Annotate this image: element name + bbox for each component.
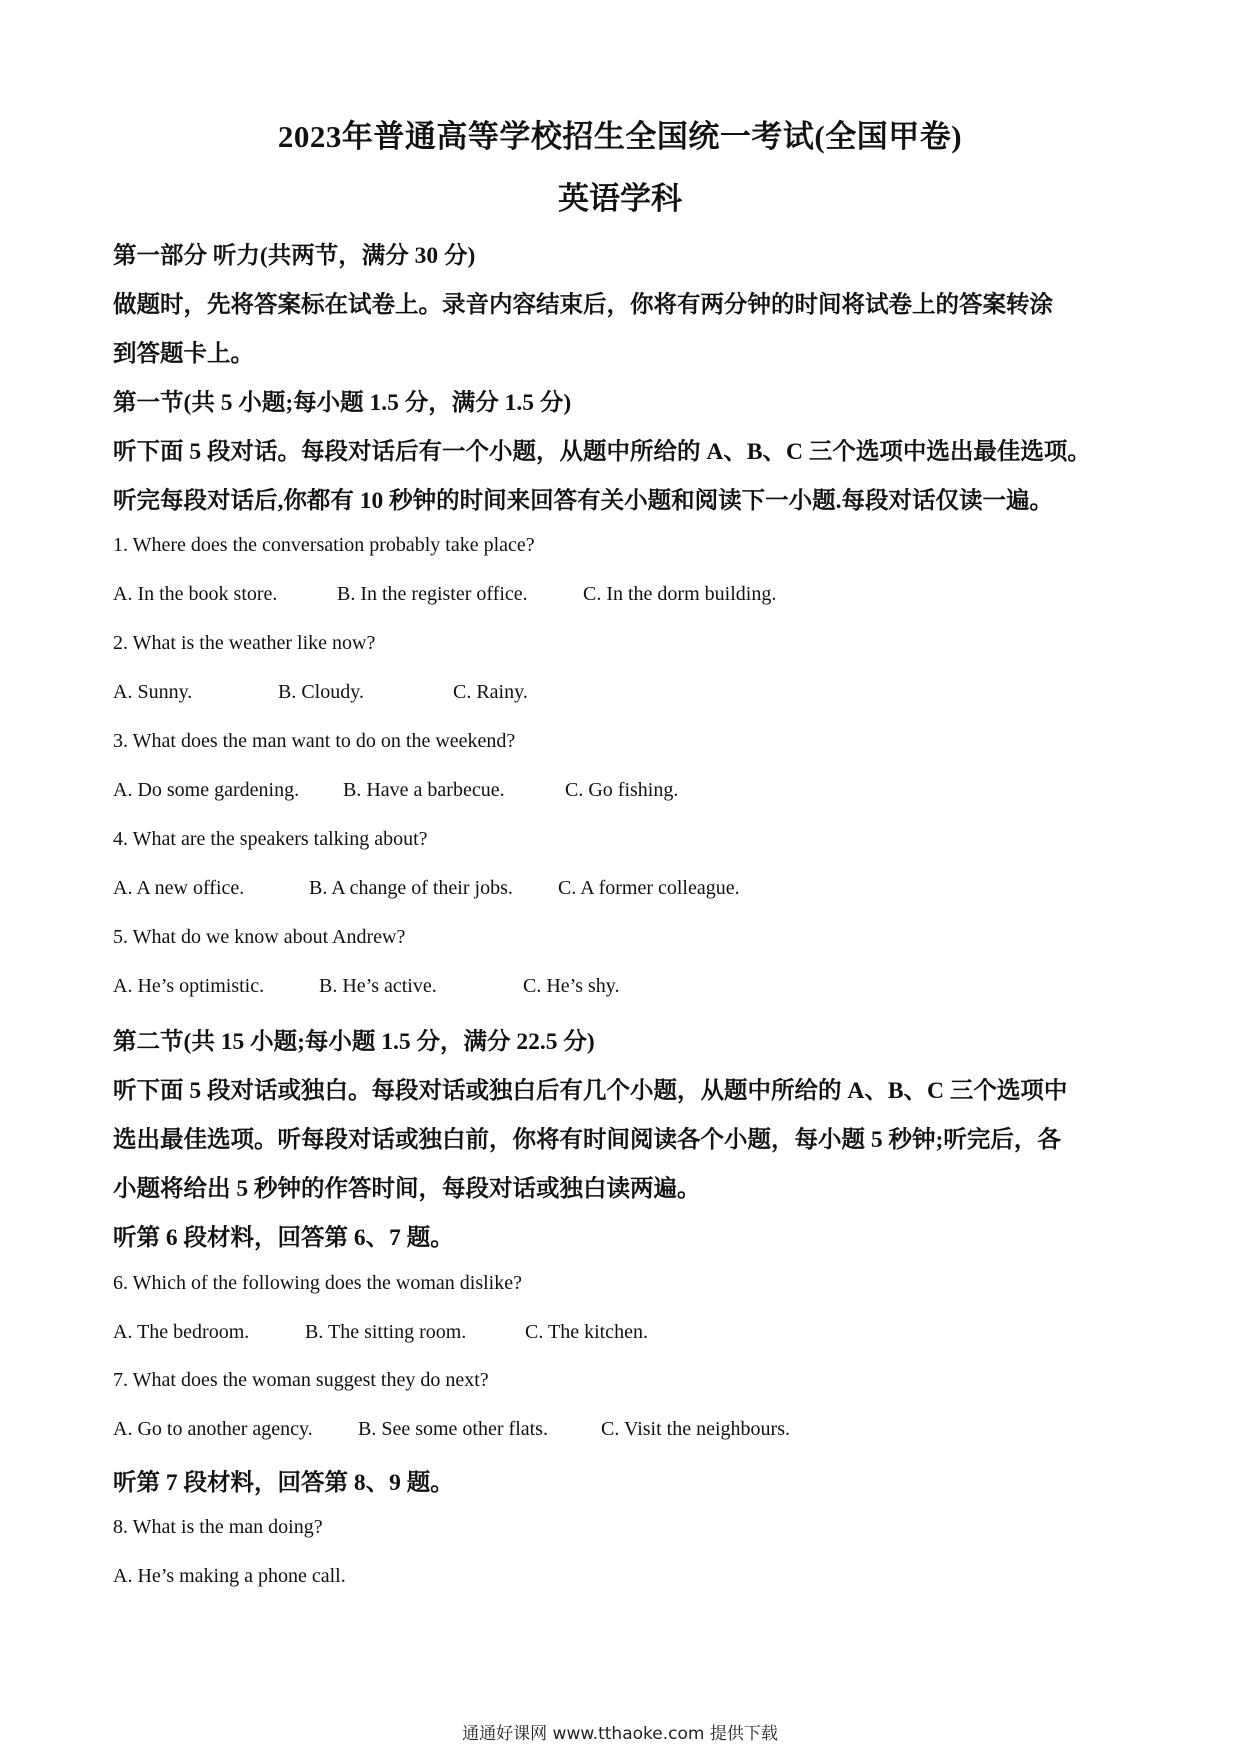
option-b: B. The sitting room.	[305, 1321, 467, 1343]
section2-instruction-line: 听下面 5 段对话或独白。每段对话或独白后有几个小题，从题中所给的 A、B、C 三个选项中	[113, 1078, 1068, 1104]
question-text: 1. Where does the conversation probably take place?	[113, 534, 535, 556]
option-a: A. He’s optimistic.	[113, 975, 265, 997]
option-b: B. A change of their jobs.	[309, 877, 513, 899]
option-c: C. He’s shy.	[523, 975, 620, 997]
material-heading: 听第 6 段材料，回答第 6、7 题。	[113, 1225, 454, 1251]
section2-heading: 第二节(共 15 小题;每小题 1.5 分，满分 22.5 分)	[113, 1029, 595, 1055]
part1-heading: 第一部分 听力(共两节，满分 30 分)	[113, 243, 476, 269]
option-c: C. In the dorm building.	[583, 583, 777, 605]
section1-instruction-line: 听完每段对话后,你都有 10 秒钟的时间来回答有关小题和阅读下一小题.每段对话仅读一遍。	[113, 488, 1053, 514]
option-a: A. The bedroom.	[113, 1321, 250, 1343]
option-a: A. Go to another agency.	[113, 1418, 313, 1440]
option-a: A. A new office.	[113, 877, 245, 899]
section1-heading: 第一节(共 5 小题;每小题 1.5 分，满分 1.5 分)	[113, 390, 572, 416]
option-b: B. Have a barbecue.	[343, 779, 505, 801]
question-text: 5. What do we know about Andrew?	[113, 926, 406, 948]
part1-instruction-line: 做题时，先将答案标在试卷上。录音内容结束后，你将有两分钟的时间将试卷上的答案转涂	[113, 292, 1053, 318]
option-c: C. Go fishing.	[565, 779, 679, 801]
option-c: C. The kitchen.	[525, 1321, 648, 1343]
option-c: C. A former colleague.	[558, 877, 740, 899]
section1-instruction-line: 听下面 5 段对话。每段对话后有一个小题，从题中所给的 A、B、C 三个选项中选出最佳选项。	[113, 439, 1091, 465]
option-a: A. Do some gardening.	[113, 779, 300, 801]
option-b: B. Cloudy.	[278, 681, 364, 703]
option-a: A. He’s making a phone call.	[113, 1565, 346, 1587]
section2-instruction-line: 选出最佳选项。听每段对话或独白前，你将有时间阅读各个小题，每小题 5 秒钟;听完后，各	[113, 1127, 1061, 1153]
option-c: C. Rainy.	[453, 681, 528, 703]
question-text: 2. What is the weather like now?	[113, 632, 376, 654]
material-heading: 听第 7 段材料，回答第 8、9 题。	[113, 1470, 454, 1496]
subject-title: 英语学科	[558, 181, 682, 216]
option-b: B. In the register office.	[337, 583, 528, 605]
option-b: B. He’s active.	[319, 975, 437, 997]
question-text: 7. What does the woman suggest they do next?	[113, 1369, 489, 1391]
part1-instruction-line: 到答题卡上。	[113, 341, 254, 367]
footer-watermark: 通通好课网 www.tthaoke.com 提供下载	[462, 1724, 778, 1744]
question-text: 6. Which of the following does the woman dislike?	[113, 1272, 522, 1294]
question-text: 4. What are the speakers talking about?	[113, 828, 428, 850]
option-c: C. Visit the neighbours.	[601, 1418, 790, 1440]
option-b: B. See some other flats.	[358, 1418, 548, 1440]
option-a: A. Sunny.	[113, 681, 193, 703]
question-text: 3. What does the man want to do on the weekend?	[113, 730, 516, 752]
question-text: 8. What is the man doing?	[113, 1516, 323, 1538]
exam-title: 2023年普通高等学校招生全国统一考试(全国甲卷)	[277, 119, 963, 154]
option-a: A. In the book store.	[113, 583, 278, 605]
section2-instruction-line: 小题将给出 5 秒钟的作答时间，每段对话或独白读两遍。	[113, 1176, 701, 1202]
